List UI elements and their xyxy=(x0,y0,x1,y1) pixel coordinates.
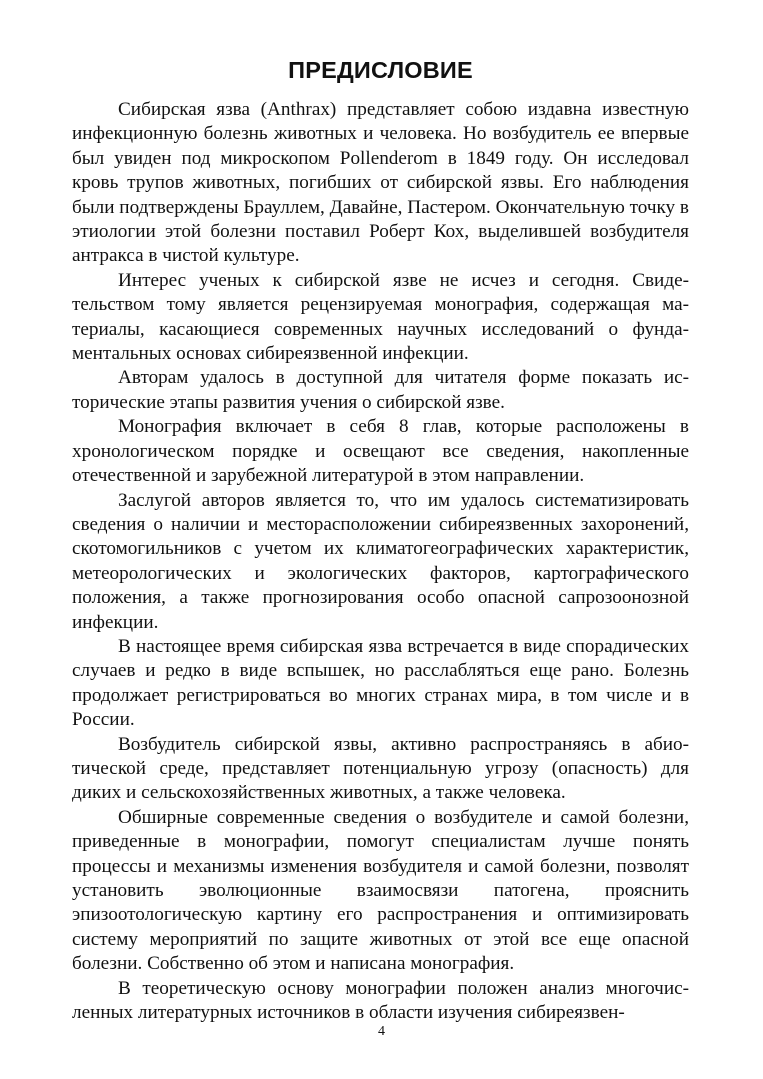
paragraph-3: Авторам удалось в доступной для читателя форме показать исторические этапы развития учения о сибирской язве. xyxy=(72,367,689,413)
paragraph-9: В теоретическую основу монографии положен анализ многочисленных литературных источников в области изучения сибиреязвен- xyxy=(72,977,689,1024)
paragraph-2: Интерес ученых к сибирской язве не исчез и сегодня. Свидетельством тому является рецензируемая монография, содержащая материалы, касающиеся современных научных исследований о фундаментальных основах сибиреязвенной инфекции. xyxy=(72,269,689,365)
document-page xyxy=(72,54,689,1064)
page-number: 4 xyxy=(378,1024,385,1039)
page-title: ПРЕДИСЛОВИЕ xyxy=(288,57,473,83)
paragraph-6: В настоящее время сибирская язва встречается в виде спорадических случаев и редко в виде вспышек, но расслабляться еще рано. Болезнь продолжает регистрироваться во многих странах мира, в том числе и в России. xyxy=(72,635,689,731)
paragraph-5: Заслугой авторов является то, что им удалось систематизировать сведения о наличии и месторасположении сибиреязвенных захоронений, скотомогильников с учетом их климатогеографических характеристик, метеорологических и экологических факторов, картографического положения, а также прогнозирования особо опасной сапрозоонозной инфекции. xyxy=(72,489,689,633)
paragraph-1: Сибирская язва (Anthrax) представляет собою издавна известную инфекционную болезнь животных и человека. Но возбудитель ее впервые был увиден под микроскопом Pollenderom в 1849 году. Он исследовал кровь трупов животных, погибших от сибирской язвы. Его наблюдения были подтверждены Брауллем, Давайне, Пастером. Окончательную точку в этиологии этой болезни поставил Роберт Кох, выделившей возбудителя антракса в чистой культуре. xyxy=(72,99,689,267)
paragraph-7: Возбудитель сибирской язвы, активно распространяясь в абиотической среде, представляет потенциальную угрозу (опасность) для диких и сельскохозяйственных животных, а также человека. xyxy=(72,733,689,804)
body-text xyxy=(72,98,689,1025)
paragraph-4: Монография включает в себя 8 глав, которые расположены в хронологическом порядке и освещают все сведения, накопленные отечественной и зарубежной литературой в этом направлении. xyxy=(72,416,689,487)
paragraph-8: Обширные современные сведения о возбудителе и самой болезни, приведенные в монографии, помогут специалистам лучше понять процессы и механизмы изменения возбудителя и самой болезни, позволят установить эволюционные взаимосвязи патогена, прояснить эпизоотологическую картину его распространения и оптимизировать систему мероприятий по защите животных от этой все еще опасной болезни. Собственно об этом и написана монография. xyxy=(72,806,689,975)
